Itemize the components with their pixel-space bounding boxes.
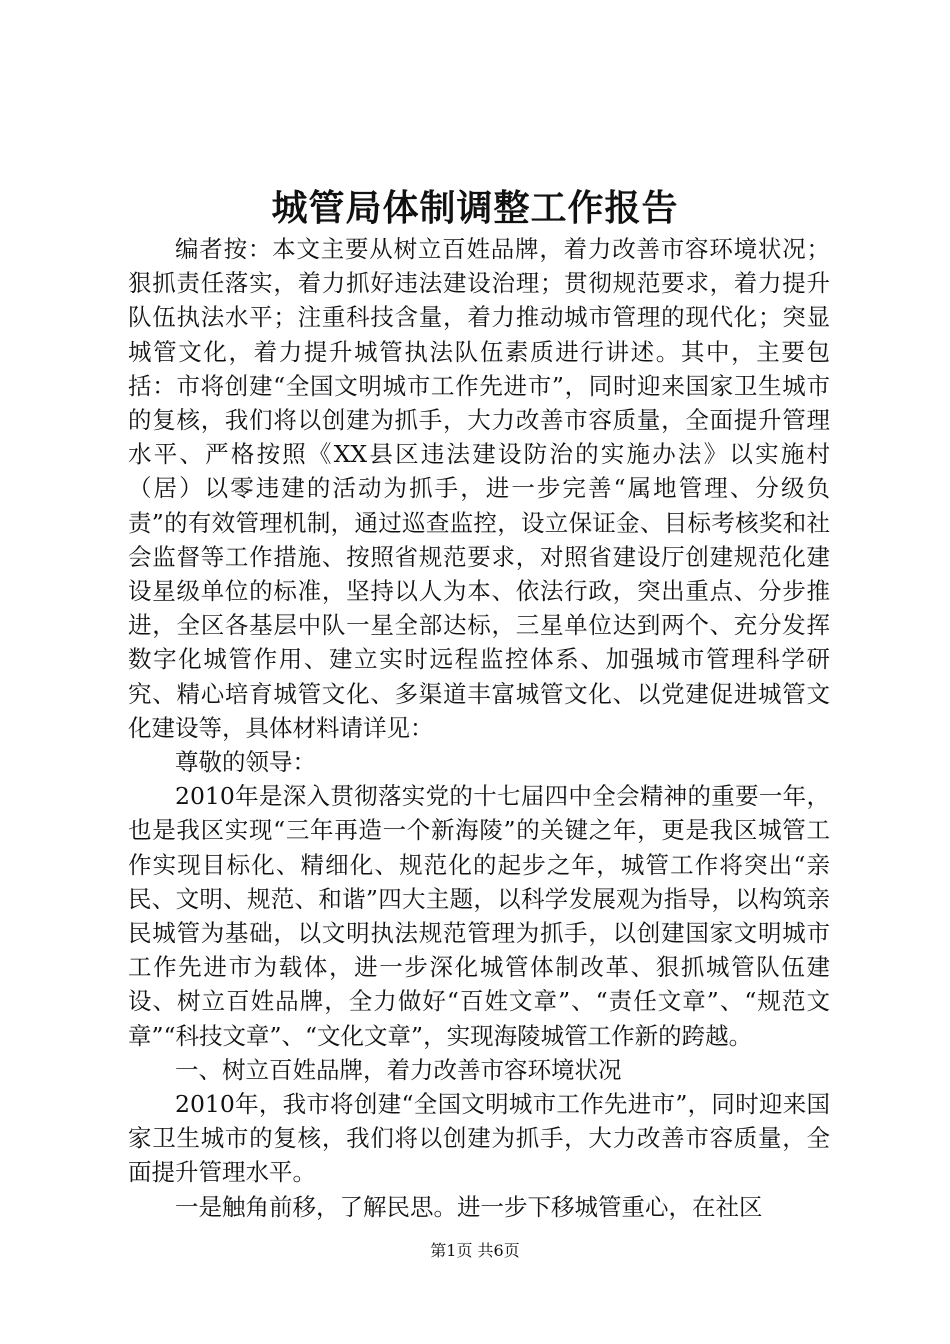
paragraph-salutation: 尊敬的领导： (175, 748, 316, 777)
document-title: 城管局体制调整工作报告 (271, 187, 679, 229)
paragraph-section-1: 2010年，我市将创建“全国文明城市工作先进市”，同时迎来国家卫生城市的复核，我们将以创建为抓手，大力改善市容质量，全面提升管理水平。 (128, 1090, 830, 1187)
page-footer: 第1页 共6页 (430, 1241, 520, 1260)
document-body (128, 232, 830, 1224)
paragraph-point-1: 一是触角前移，了解民思。进一步下移城管重心，在社区 (175, 1192, 763, 1221)
section-heading-1: 一、树立百姓品牌，着力改善市容环境状况 (175, 1055, 622, 1084)
paragraph-editor-note: 编者按：本文主要从树立百姓品牌，着力改善市容环境状况；狠抓责任落实，着力抓好违法建设治理；贯彻规范要求，着力提升队伍执法水平；注重科技含量，着力推动城市管理的现代化；突显城管文化，着力提升城管执法队伍素质进行讲述。其中，主要包括：市将创建“全国文明城市工作先进市”，同时迎来国家卫生城市的复核，我们将以创建为抓手，大力改善市容质量，全面提升管理水平、严格按照《XX县区违法建设防治的实施办法》以实施村（居）以零违建的活动为抓手，进一步完善“属地管理、分级负责”的有效管理机制，通过巡查监控，设立保证金、目标考核奖和社会监督等工作措施、按照省规范要求，对照省建设厅创建规范化建设星级单位的标准，坚持以人为本、依法行政，突出重点、分步推进，全区各基层中队一星全部达标，三星单位达到两个、充分发挥数字化城管作用、建立实时远程监控体系、加强城市管理科学研究、精心培育城管文化、多渠道丰富城管文化、以党建促进城管文化建设等，具体材料请详见： (128, 235, 830, 742)
paragraph-intro: 2010年是深入贯彻落实党的十七届四中全会精神的重要一年，也是我区实现“三年再造一个新海陵”的关键之年，更是我区城管工作实现目标化、精细化、规范化的起步之年，城管工作将突出“亲民、文明、规范、和谐”四大主题，以科学发展观为指导，以构筑亲民城管为基础，以文明执法规范管理为抓手，以创建国家文明城市工作先进市为载体，进一步深化城管体制改革、狠抓城管队伍建设、树立百姓品牌，全力做好“百姓文章”、“责任文章”、“规范文章”“科技文章”、“文化文章”，实现海陵城管工作新的跨越。 (128, 782, 830, 1050)
